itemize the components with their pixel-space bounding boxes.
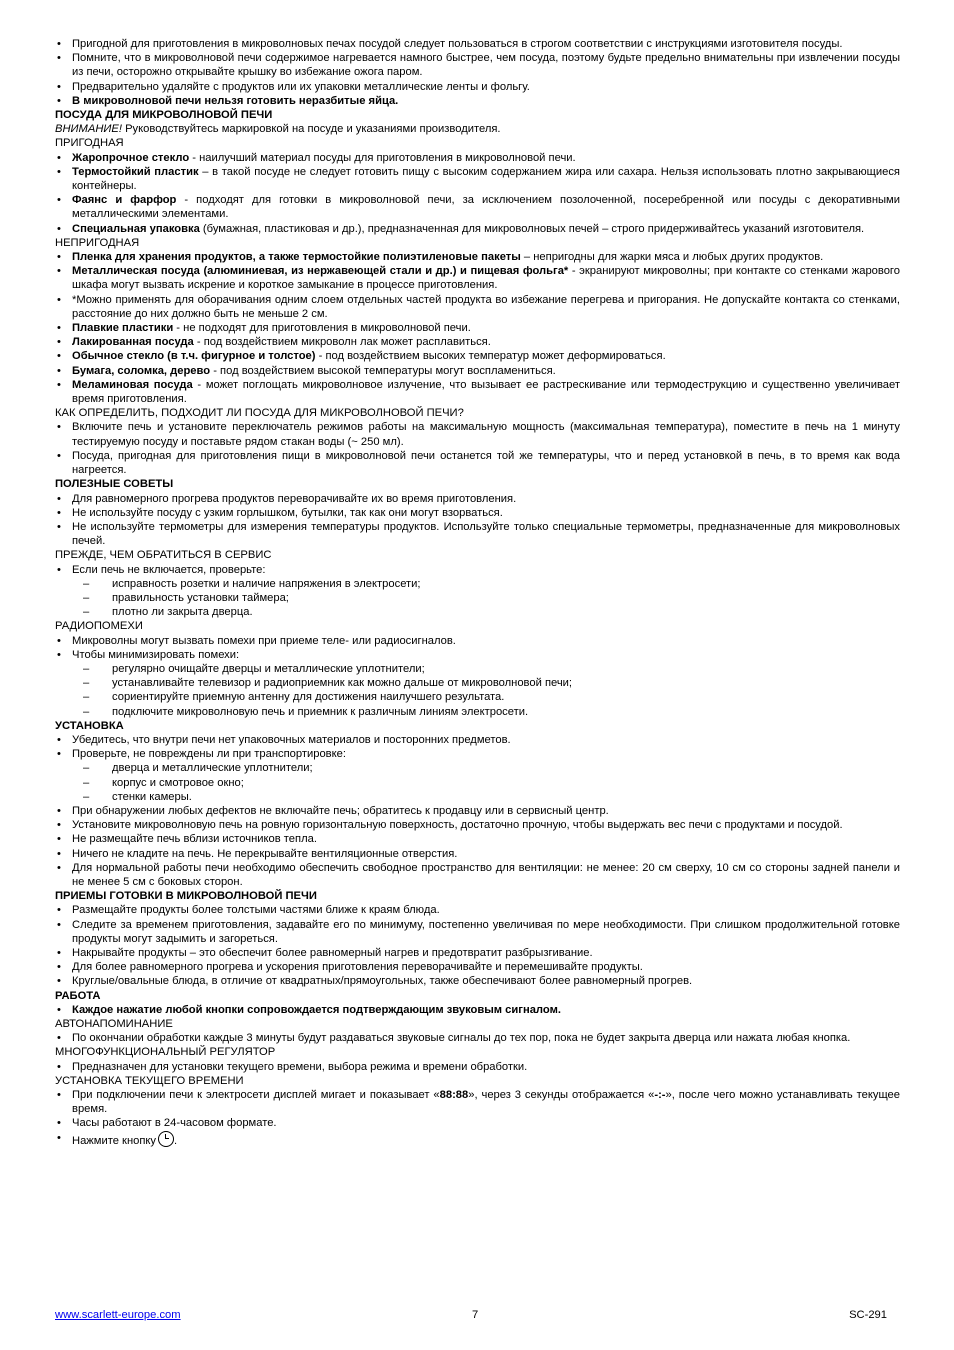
subheading-reminder: АВТОНАПОМИНАНИЕ	[55, 1018, 173, 1031]
techniques-list	[55, 903, 900, 988]
sub-list-item: – стенки камеры.	[55, 790, 900, 804]
top-bullet-list	[55, 37, 900, 108]
list-item: • Предназначен для установки текущего времени, выбора режима и времени обработки.	[55, 1060, 900, 1074]
list-item: • Жаропрочное стекло - наилучший материал посуды для приготовления в микроволновой печи.	[55, 151, 900, 165]
list-item: • Ничего не кладите на печь. Не перекрывайте вентиляционные отверстия.	[55, 847, 900, 861]
list-item: • Нажмите кнопку .	[55, 1131, 900, 1148]
list-item: • Металлическая посуда (алюминиевая, из нержавеющей стали и др.) и пищевая фольга* - экранируют микроволны; при контакте со стенками жарового шкафа могут вызвать искрение и короткое замыкание в процессе приготовления.	[55, 264, 900, 292]
attention-text: Руководствуйтесь маркировкой на посуде и указаниями производителя.	[121, 123, 501, 136]
sub-list-item: – плотно ли закрыта дверца.	[55, 605, 900, 619]
document-body	[55, 37, 900, 1148]
list-item: • Для равномерного прогрева продуктов переворачивайте их во время приготовления.	[55, 492, 900, 506]
operation-list	[55, 1003, 900, 1017]
list-item: • Установите микроволновую печь на ровную горизонтальную поверхность, достаточно прочную, чтобы выдержать вес печи с продуктами и посудой.	[55, 818, 900, 832]
section-heading-install: УСТАНОВКА	[55, 719, 124, 732]
list-item: • По окончании обработки каждые 3 минуты будут раздаваться звуковые сигналы до тех пор, пока не будет закрыта дверца или нажата любая кнопка.	[55, 1031, 900, 1045]
subheading-radio: РАДИОПОМЕХИ	[55, 620, 143, 633]
list-item: • Посуда, пригодная для приготовления пищи в микроволновой печи останется той же температуры, что и перед установкой в печь, в то время как вода нагреется.	[55, 449, 900, 477]
list-item: • Микроволны могут вызвать помехи при приеме теле- или радиосигналов.	[55, 634, 900, 648]
section-heading-operation: РАБОТА	[55, 989, 101, 1002]
sub-list-item: – регулярно очищайте дверцы и металлические уплотнители;	[55, 662, 900, 676]
attention-note	[55, 122, 900, 136]
list-item: • Проверьте, не повреждены ли при транспортировке:	[55, 747, 900, 761]
list-item: • Включите печь и установите переключатель режимов работы на максимальную мощность (максимальная температура), поместите в печь на 1 минуту тестируемую посуду и поставьте рядом стакан воды (~ 250 мл).	[55, 420, 900, 448]
sub-list-item: – правильность установки таймера;	[55, 591, 900, 605]
subheading-test: КАК ОПРЕДЕЛИТЬ, ПОДХОДИТ ЛИ ПОСУДА ДЛЯ МИКРОВОЛНОВОЙ ПЕЧИ?	[55, 407, 464, 420]
list-item: • Чтобы минимизировать помехи:	[55, 648, 900, 662]
install-sublist	[55, 761, 900, 804]
list-item	[55, 94, 900, 108]
service-sublist	[55, 577, 900, 620]
sub-list-item: – исправность розетки и наличие напряжения в электросети;	[55, 577, 900, 591]
section-heading-cookware: ПОСУДА ДЛЯ МИКРОВОЛНОВОЙ ПЕЧИ	[55, 109, 273, 122]
attention-label: ВНИМАНИЕ!	[55, 123, 122, 136]
list-item: • Пригодной для приготовления в микроволновых печах посудой следует пользоваться в строгом соответствии с инструкциями изготовителя посуды.	[55, 37, 900, 51]
page-number: 7	[472, 1309, 479, 1321]
sub-list-item: – устанавливайте телевизор и радиоприемник как можно дальше от микроволновой печи;	[55, 676, 900, 690]
install-list-2	[55, 804, 900, 889]
subheading-service: ПРЕЖДЕ, ЧЕМ ОБРАТИТЬСЯ В СЕРВИС	[55, 549, 272, 562]
radio-sublist	[55, 662, 900, 719]
subheading-regulator: МНОГОФУНКЦИОНАЛЬНЫЙ РЕГУЛЯТОР	[55, 1046, 276, 1059]
test-list	[55, 420, 900, 477]
list-item: • Не используйте термометры для измерения температуры продуктов. Используйте только специальные термометры, предназначенные для микроволновых печей.	[55, 520, 900, 548]
list-item: • Для нормальной работы печи необходимо обеспечить свободное пространство для вентиляции: не менее: 20 см сверху, 10 см со стороны задней панели и не менее 5 см с боковых сторон.	[55, 861, 900, 889]
website-link[interactable]: www.scarlett-europe.com	[55, 1309, 181, 1321]
list-item: • Пленка для хранения продуктов, а также термостойкие полиэтиленовые пакеты – непригодны для жарки мяса и любых других продуктов.	[55, 250, 900, 264]
list-item: • Плавкие пластики - не подходят для приготовления в микроволновой печи.	[55, 321, 900, 335]
list-item: • При обнаружении любых дефектов не включайте печь; обратитесь к продавцу или в сервисный центр.	[55, 804, 900, 818]
list-item: • Термостойкий пластик – в такой посуде не следует готовить пищу с высоким содержанием жира или сахара. Нельзя использовать плотно закрывающиеся контейнеры.	[55, 165, 900, 193]
list-item: • Специальная упаковка (бумажная, пластиковая и др.), предназначенная для микроволновых печей – строго придерживайтесь указаний изготовителя.	[55, 222, 900, 236]
list-item: • Лакированная посуда - под воздействием микроволн лак может расплавиться.	[55, 335, 900, 349]
list-item: • При подключении печи к электросети дисплей мигает и показывает «88:88», через 3 секунды отображается «-:-», после чего можно устанавливать текущее время.	[55, 1088, 900, 1116]
list-item: • Часы работают в 24-часовом формате.	[55, 1116, 900, 1130]
install-list	[55, 733, 900, 761]
sub-list-item: – дверца и металлические уплотнители;	[55, 761, 900, 775]
list-item: • Предварительно удаляйте с продуктов или их упаковки металлические ленты и фольгу.	[55, 80, 900, 94]
list-item: • Для более равномерного прогрева и ускорения приготовления переворачивайте и перемешивайте продукты.	[55, 960, 900, 974]
service-list	[55, 563, 900, 577]
subheading-unsuitable: НЕПРИГОДНАЯ	[55, 236, 140, 249]
radio-list	[55, 634, 900, 662]
list-item: • Круглые/овальные блюда, в отличие от квадратных/прямоугольных, также обеспечивают более равномерный прогрев.	[55, 974, 900, 988]
unsuitable-list	[55, 250, 900, 406]
subheading-suitable: ПРИГОДНАЯ	[55, 137, 124, 150]
list-item: • Если печь не включается, проверьте:	[55, 563, 900, 577]
list-item: • Не размещайте печь вблизи источников тепла.	[55, 832, 900, 846]
list-item: • Размещайте продукты более толстыми частями ближе к краям блюда.	[55, 903, 900, 917]
section-heading-tips: ПОЛЕЗНЫЕ СОВЕТЫ	[55, 478, 174, 491]
list-item: • Обычное стекло (в т.ч. фигурное и толстое) - под воздействием высоких температур может деформироваться.	[55, 349, 900, 363]
clock-icon	[158, 1131, 174, 1147]
bold-warning: В микроволновой печи нельзя готовить неразбитые яйца.	[72, 94, 399, 107]
display-code-dash: -:-	[654, 1089, 666, 1102]
regulator-list	[55, 1060, 900, 1074]
section-heading-techniques: ПРИЕМЫ ГОТОВКИ В МИКРОВОЛНОВОЙ ПЕЧИ	[55, 890, 317, 903]
sub-list-item: – сориентируйте приемную антенну для достижения наилучшего результата.	[55, 690, 900, 704]
reminder-list	[55, 1031, 900, 1045]
suitable-list	[55, 151, 900, 236]
sub-list-item: – корпус и смотровое окно;	[55, 776, 900, 790]
sub-list-item: – подключите микроволновую печь и приемник к различным линиям электросети.	[55, 705, 900, 719]
time-list	[55, 1088, 900, 1148]
list-item: • Накрывайте продукты – это обеспечит более равномерный нагрев и предотвратит разбрызгивание.	[55, 946, 900, 960]
subheading-time: УСТАНОВКА ТЕКУЩЕГО ВРЕМЕНИ	[55, 1074, 244, 1087]
list-item: • Не используйте посуду с узким горлышком, бутылки, так как они могут взорваться.	[55, 506, 900, 520]
display-code-88: 88:88	[439, 1089, 469, 1102]
page-footer	[55, 1308, 887, 1324]
list-item: • Каждое нажатие любой кнопки сопровождается подтверждающим звуковым сигналом.	[55, 1003, 900, 1017]
list-item: • Следите за временем приготовления, задавайте его по минимуму, постепенно увеличивая по мере необходимости. При слишком продолжительной готовке продукты могут задымить и загореться.	[55, 918, 900, 946]
list-item: • Убедитесь, что внутри печи нет упаковочных материалов и посторонних предметов.	[55, 733, 900, 747]
list-item: • Меламиновая посуда - может поглощать микроволновое излучение, что вызывает ее растрескивание или термодеструкцию и существенно увеличивает время приготовления.	[55, 378, 900, 406]
model-number: SC-291	[849, 1309, 887, 1321]
list-item: • Бумага, соломка, дерево - под воздействием высокой температуры могут воспламениться.	[55, 364, 900, 378]
tips-list	[55, 492, 900, 549]
list-item: • Помните, что в микроволновой печи содержимое нагревается намного быстрее, чем посуда, поэтому будьте предельно внимательны при извлечении посуды из печи, осторожно открывайте крышку во избежание ожога паром.	[55, 51, 900, 79]
list-item: • *Можно применять для оборачивания одним слоем отдельных частей продукта во избежание перегрева и пригорания. Не допускайте контакта со стенками, расстояние до них должно быть не меньше 2 см.	[55, 293, 900, 321]
list-item: • Фаянс и фарфор - подходят для готовки в микроволновой печи, за исключением позолоченной, посеребренной или посуды с декоративными металлическими элементами.	[55, 193, 900, 221]
